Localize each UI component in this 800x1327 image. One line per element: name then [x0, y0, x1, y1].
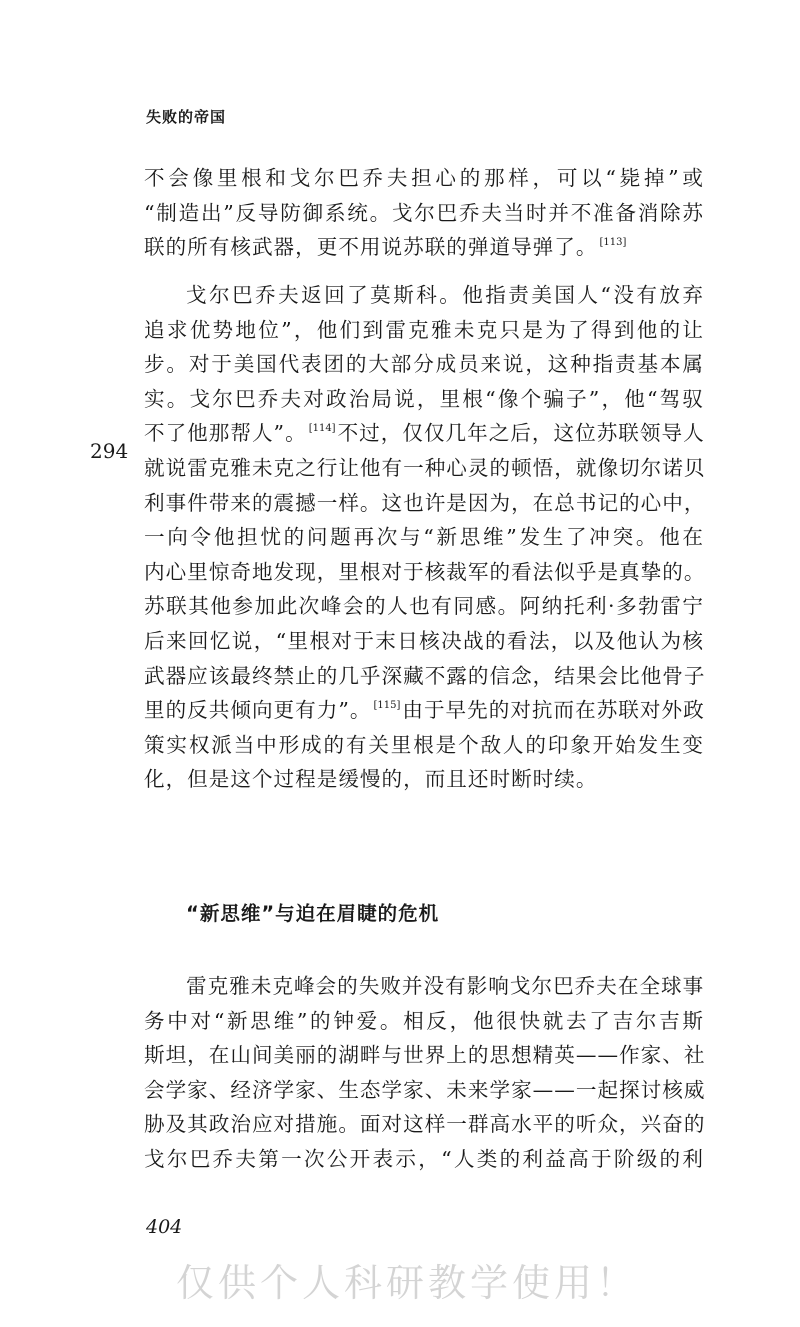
text-line: 戈尔巴乔夫返回了莫斯科。他指责美国人“没有放弃	[186, 283, 704, 307]
text-segment: 里的反共倾向更有力”。	[144, 698, 372, 723]
text-line: 就说雷克雅未克之行让他有一种心灵的顿悟，就像切尔诺贝	[144, 455, 706, 480]
text-line: 步。对于美国代表团的大部分成员来说，这种指责基本属	[144, 352, 704, 377]
text-line: 胁及其政治应对措施。面对这样一群高水平的听众，兴奋的	[144, 1112, 706, 1137]
text-line: 苏联其他参加此次峰会的人也有同感。阿纳托利·多勃雷宁	[144, 594, 704, 619]
running-header: 失败的帝国	[146, 108, 227, 126]
original-page-number: 294	[90, 439, 129, 463]
text-segment: 不了他那帮人”。	[144, 421, 307, 446]
footnote-ref-115[interactable]: [115]	[373, 700, 401, 712]
paragraph-3	[144, 969, 704, 1177]
page-number: 404	[146, 1216, 183, 1238]
text-line: 武器应该最终禁止的几乎深藏不露的信念，结果会比他骨子	[144, 663, 706, 688]
text-segment: 联的所有核武器，更不用说苏联的弹道导弹了。	[144, 235, 598, 260]
text-line: 务中对“新思维”的钟爱。相反，他很快就去了吉尔吉斯	[144, 1008, 704, 1033]
text-line: “制造出”反导防御系统。戈尔巴乔夫当时并不准备消除苏	[144, 200, 704, 225]
text-line	[144, 230, 704, 265]
footnote-ref-114[interactable]: [114]	[308, 423, 336, 435]
text-line: 追求优势地位”，他们到雷克雅未克只是为了得到他的让	[144, 317, 704, 342]
text-line	[144, 693, 704, 728]
text-line: 雷克雅未克峰会的失败并没有影响戈尔巴乔夫在全球事	[186, 974, 705, 998]
text-line: 后来回忆说，“里根对于末日核决战的看法，以及他认为核	[144, 628, 704, 653]
text-line: 斯坦，在山间美丽的湖畔与世界上的思想精英——作家、社	[144, 1043, 706, 1068]
text-line: 策实权派当中形成的有关里根是个敌人的印象开始发生变	[144, 732, 704, 757]
text-line: 戈尔巴乔夫第一次公开表示，“人类的利益高于阶级的利	[144, 1146, 704, 1171]
text-line: 会学家、经济学家、生态学家、未来学家——一起探讨核威	[144, 1077, 706, 1102]
text-line: 内心里惊奇地发现，里根对于核裁军的看法似乎是真挚的。	[144, 559, 706, 584]
text-line	[144, 416, 704, 451]
paragraph-1	[144, 161, 704, 265]
text-line: 不会像里根和戈尔巴乔夫担心的那样，可以“毙掉”或	[144, 166, 704, 190]
paragraph-2	[144, 278, 704, 797]
section-heading: “新思维”与迫在眉睫的危机	[186, 902, 440, 925]
text-line: 实。戈尔巴乔夫对政治局说，里根“像个骗子”，他“驾驭	[144, 386, 704, 411]
text-line: 一向令他担忧的问题再次与“新思维”发生了冲突。他在	[144, 525, 704, 550]
text-line: 利事件带来的震撼一样。这也许是因为，在总书记的心中，	[144, 490, 706, 515]
footnote-ref-113[interactable]: [113]	[599, 237, 627, 249]
text-segment: 不过，仅仅几年之后，这位苏联领导人	[337, 421, 705, 446]
text-segment: 由于早先的对抗而在苏联对外政	[402, 698, 705, 723]
watermark-text: 仅供个人科研教学使用！	[176, 1261, 639, 1305]
text-line: 化，但是这个过程是缓慢的，而且还时断时续。	[144, 767, 598, 792]
